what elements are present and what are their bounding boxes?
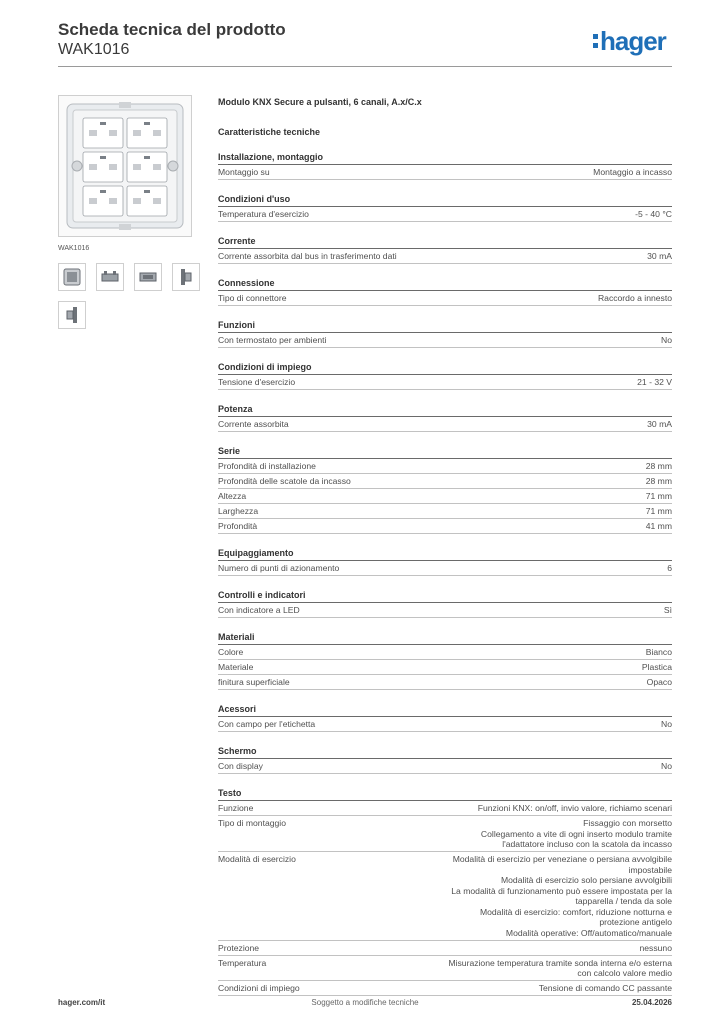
spec-label: Con campo per l'etichetta xyxy=(218,719,316,729)
spec-label: Corrente assorbita xyxy=(218,419,289,429)
spec-value-line: 30 mA xyxy=(647,419,672,429)
spec-value-line: Modalità operative: Off/automatico/manuale xyxy=(505,927,672,938)
section-title: Installazione, montaggio xyxy=(218,151,672,165)
spec-value-line: Tensione di comando CC passante xyxy=(538,983,672,993)
spec-row xyxy=(218,801,672,816)
spec-label: Modalità di esercizio xyxy=(218,854,296,864)
spec-label: Profondità di installazione xyxy=(218,461,316,471)
spec-value-line: No xyxy=(661,719,672,729)
spec-label: Con termostato per ambienti xyxy=(218,335,327,345)
spec-label: Condizioni di impiego xyxy=(218,983,300,993)
spec-row xyxy=(218,852,672,941)
thumbnail-1[interactable] xyxy=(58,263,86,291)
spec-value xyxy=(667,563,672,574)
spec-value xyxy=(661,761,672,772)
spec-label: Protezione xyxy=(218,942,260,953)
image-caption: WAK1016 xyxy=(58,245,90,252)
spec-row xyxy=(218,956,672,982)
spec-value-line: Raccordo a innesto xyxy=(597,293,672,303)
module-profile-icon xyxy=(179,268,193,286)
spec-row xyxy=(218,519,672,534)
spec-row xyxy=(218,375,672,390)
module-top-icon xyxy=(139,270,157,284)
spec-row xyxy=(218,489,672,504)
spec-section xyxy=(218,403,672,432)
spec-label: Montaggio su xyxy=(218,167,270,177)
spec-value-line: Fissaggio con morsetto xyxy=(583,818,672,828)
spec-value-line: Modalità di esercizio: comfort, riduzione notturna e xyxy=(479,906,672,917)
thumbnail-5[interactable] xyxy=(58,301,86,329)
spec-section xyxy=(218,589,672,618)
spec-value xyxy=(646,476,672,487)
spec-row xyxy=(218,504,672,519)
spec-value-line: -5 - 40 °C xyxy=(635,209,672,219)
spec-label: Corrente assorbita dal bus in trasferimento dati xyxy=(218,251,397,261)
section-title: Condizioni di impiego xyxy=(218,361,672,375)
spec-value-line: Misurazione temperatura tramite sonda interna e/o esterna xyxy=(448,957,672,968)
module-back-icon xyxy=(65,306,79,324)
module-side-icon xyxy=(101,270,119,284)
spec-value-line: Plastica xyxy=(641,662,672,672)
spec-row xyxy=(218,459,672,474)
spec-value-line: No xyxy=(661,761,672,771)
spec-value-line: Funzioni KNX: on/off, invio valore, richiamo scenari xyxy=(477,803,672,813)
section-title: Schermo xyxy=(218,745,672,759)
spec-value xyxy=(637,377,672,388)
spec-section xyxy=(218,787,672,996)
spec-value xyxy=(593,167,672,178)
spec-value-line: impostabile xyxy=(628,864,672,875)
section-title: Equipaggiamento xyxy=(218,547,672,561)
spec-section xyxy=(218,631,672,690)
spec-row xyxy=(218,660,672,675)
spec-section xyxy=(218,703,672,732)
section-title: Corrente xyxy=(218,235,672,249)
section-title: Controlli e indicatori xyxy=(218,589,672,603)
spec-value xyxy=(448,958,672,979)
spec-row xyxy=(218,981,672,996)
spec-row xyxy=(218,717,672,732)
section-title: Acessori xyxy=(218,703,672,717)
spec-value xyxy=(478,803,672,814)
thumbnail-2[interactable] xyxy=(96,263,124,291)
spec-section xyxy=(218,277,672,306)
spec-row xyxy=(218,645,672,660)
spec-row xyxy=(218,165,672,180)
spec-value-line: 71 mm xyxy=(645,506,672,516)
spec-row xyxy=(218,249,672,264)
keypad-module-image xyxy=(59,96,191,236)
spec-value-line: 41 mm xyxy=(645,521,672,531)
thumbnail-4[interactable] xyxy=(172,263,200,291)
spec-row xyxy=(218,603,672,618)
spec-value-line: l'adattatore incluso con la scatola da incasso xyxy=(502,839,672,849)
spec-label: Tipo di montaggio xyxy=(218,818,286,828)
spec-value-line: No xyxy=(661,335,672,345)
spec-value-line: 28 mm xyxy=(645,461,672,471)
spec-value-line: Modalità di esercizio solo persiane avvolgibili xyxy=(500,875,672,885)
spec-value-line: protezione antigelo xyxy=(599,917,672,927)
spec-value xyxy=(646,521,672,532)
spec-content xyxy=(218,96,672,996)
spec-value xyxy=(647,251,672,262)
footer-website-link[interactable]: hager.com/it xyxy=(58,998,106,1007)
spec-value-line: con calcolo valore medio xyxy=(577,968,672,978)
spec-value xyxy=(664,605,672,616)
section-title: Funzioni xyxy=(218,319,672,333)
hager-logo[interactable] xyxy=(593,27,666,55)
spec-value-line: 71 mm xyxy=(645,491,672,501)
product-name: Modulo KNX Secure a pulsanti, 6 canali, A.x/C.x xyxy=(218,97,422,107)
spec-row xyxy=(218,333,672,348)
spec-value xyxy=(451,854,672,938)
header-divider xyxy=(58,66,672,67)
logo-text: hager xyxy=(600,26,666,56)
spec-value-line: Montaggio a incasso xyxy=(593,167,672,177)
spec-section xyxy=(218,445,672,534)
thumbnail-3[interactable] xyxy=(134,263,162,291)
footer-note: Soggetto a modifiche tecniche xyxy=(311,998,419,1007)
spec-value-line: La modalità di funzionamento può essere impostata per la xyxy=(451,885,672,896)
spec-row xyxy=(218,207,672,222)
spec-row xyxy=(218,561,672,576)
spec-label: Profondità xyxy=(218,521,258,531)
spec-row xyxy=(218,417,672,432)
spec-section xyxy=(218,361,672,390)
spec-label: Colore xyxy=(218,647,244,657)
spec-label: Materiale xyxy=(218,662,254,672)
spec-row xyxy=(218,759,672,774)
spec-value xyxy=(646,506,672,517)
spec-value-line: 30 mA xyxy=(647,251,672,261)
spec-label: Larghezza xyxy=(218,506,259,516)
section-title: Serie xyxy=(218,445,672,459)
spec-label: Con display xyxy=(218,761,263,771)
spec-value-line: tapparella / tenda da sole xyxy=(575,896,672,906)
spec-value-line: 28 mm xyxy=(645,476,672,486)
module-front-icon xyxy=(63,268,81,286)
spec-label: Con indicatore a LED xyxy=(218,605,300,615)
section-title: Testo xyxy=(218,787,672,801)
specs-heading: Caratteristiche tecniche xyxy=(218,127,321,137)
spec-value-line: 21 - 32 V xyxy=(637,377,672,387)
spec-value xyxy=(642,662,672,673)
section-title: Connessione xyxy=(218,277,672,291)
spec-label: Tipo di connettore xyxy=(218,293,287,303)
spec-value xyxy=(635,209,672,220)
spec-section xyxy=(218,151,672,180)
document-header xyxy=(58,20,286,59)
spec-value-line: nessuno xyxy=(639,942,672,953)
spec-row xyxy=(218,291,672,306)
spec-label: Temperatura xyxy=(218,957,267,968)
section-title: Materiali xyxy=(218,631,672,645)
spec-value-line: 6 xyxy=(667,563,672,573)
spec-section xyxy=(218,193,672,222)
product-image[interactable] xyxy=(58,95,192,237)
spec-value xyxy=(646,461,672,472)
spec-value-line: Bianco xyxy=(645,647,672,657)
spec-value xyxy=(598,293,672,304)
spec-label: Tensione d'esercizio xyxy=(218,377,296,387)
spec-value xyxy=(661,335,672,346)
spec-section xyxy=(218,319,672,348)
spec-value-line: Opaco xyxy=(646,677,672,687)
spec-value xyxy=(661,719,672,730)
spec-value-line: Collegamento a vite di ogni inserto modulo tramite xyxy=(480,828,672,839)
spec-value-line: Modalità di esercizio per veneziane o persiana avvolgibile xyxy=(452,854,672,864)
section-title: Potenza xyxy=(218,403,672,417)
spec-value-line: Sì xyxy=(663,605,672,615)
spec-label: Temperatura d'esercizio xyxy=(218,209,309,219)
spec-label: Profondità delle scatole da incasso xyxy=(218,476,351,486)
spec-row xyxy=(218,941,672,956)
spec-label: Altezza xyxy=(218,491,247,501)
spec-label: Numero di punti di azionamento xyxy=(218,563,340,573)
spec-label: finitura superficiale xyxy=(218,677,290,687)
spec-value xyxy=(647,419,672,430)
spec-value xyxy=(646,647,672,658)
section-title: Condizioni d'uso xyxy=(218,193,672,207)
spec-section xyxy=(218,547,672,576)
spec-value xyxy=(647,677,672,688)
product-code: WAK1016 xyxy=(58,41,130,58)
spec-row xyxy=(218,816,672,852)
spec-row xyxy=(218,675,672,690)
spec-sections xyxy=(218,151,672,996)
spec-section xyxy=(218,235,672,264)
spec-section xyxy=(218,745,672,774)
footer-date: 25.04.2026 xyxy=(631,998,672,1007)
spec-value xyxy=(481,818,672,850)
spec-label: Funzione xyxy=(218,803,254,813)
spec-value xyxy=(539,983,672,994)
document-title: Scheda tecnica del prodotto xyxy=(58,20,286,39)
spec-row xyxy=(218,474,672,489)
spec-value xyxy=(640,943,673,954)
spec-value xyxy=(646,491,672,502)
logo-colon-icon xyxy=(593,34,598,52)
